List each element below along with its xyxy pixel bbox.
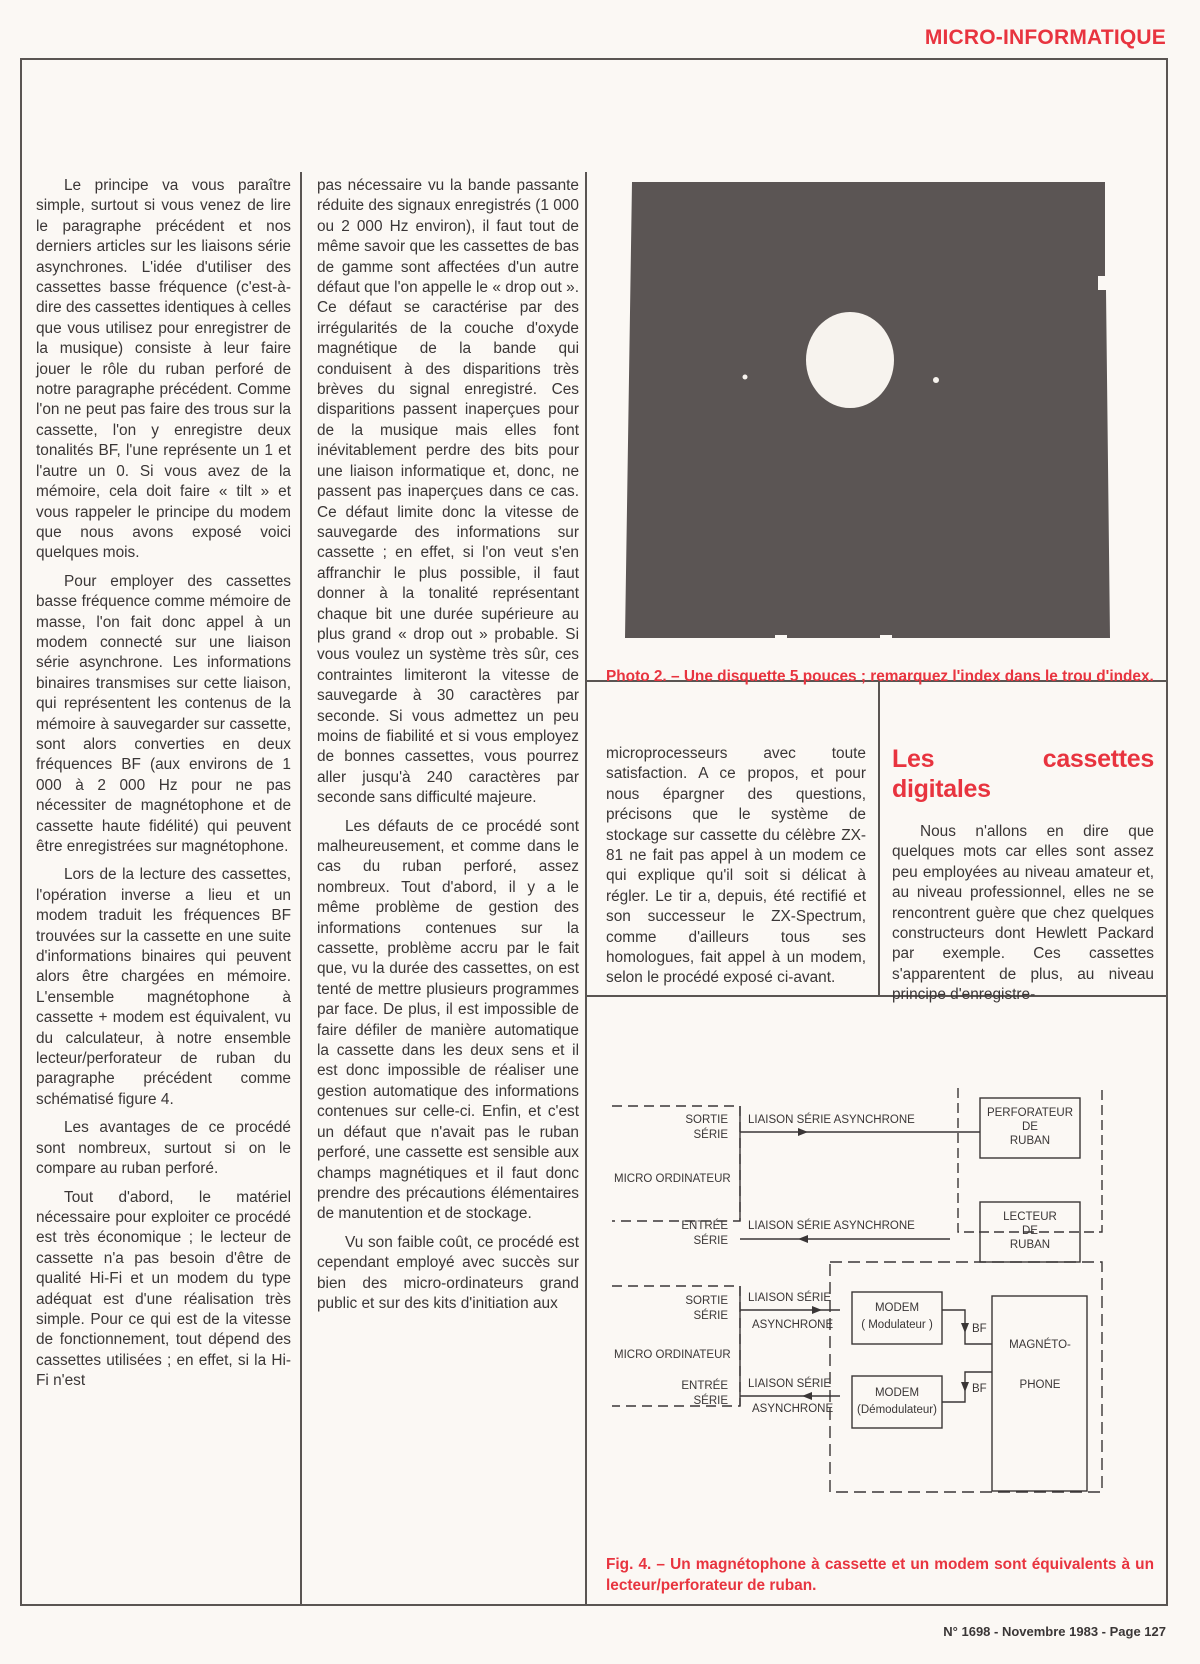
label-computer: MICRO ORDINATEUR	[614, 1173, 731, 1185]
svg-text:(Démodulateur): (Démodulateur)	[857, 1404, 937, 1416]
label-demodulator: MODEM	[874, 1387, 920, 1399]
label-in-port: ENTRÉE	[681, 1220, 728, 1232]
svg-text:LIAISON SÉRIE: LIAISON SÉRIE	[748, 1292, 832, 1304]
label-reader: LECTEUR	[1003, 1211, 1057, 1223]
page-footer: N° 1698 - Novembre 1983 - Page 127	[943, 1624, 1166, 1639]
paragraph: Vu son faible coût, ce procédé est cependant employé avec succès sur bien des micro-ordinateurs grand public et sur des kits d'initiation aux	[317, 1233, 579, 1312]
section-headline: Les cassettes digitales	[892, 745, 1154, 803]
photo-caption: Photo 2. – Une disquette 5 pouces ; remarquez l'index dans le trou d'index.	[606, 668, 1154, 685]
section-header: MICRO-INFORMATIQUE	[924, 26, 1166, 49]
paragraph: Les avantages de ce procédé sont nombreux, surtout si on le compare au ruban perforé.	[36, 1119, 291, 1178]
svg-text:BF: BF	[972, 1383, 987, 1395]
svg-text:LIAISON SÉRIE: LIAISON SÉRIE	[748, 1378, 832, 1390]
paragraph: Nous n'allons en dire que quelques mots car elles sont assez peu employées au niveau amateur et, au niveau professionnel, elles ne se rencontrent guère que chez quelques constructeurs dont Hewlett Packard par exemple. Ces cassettes s'apparentent de plus, au niveau principe d'enregistre-	[892, 823, 1154, 1004]
article-column-4	[892, 744, 1154, 1014]
svg-text:PHONE: PHONE	[1019, 1379, 1061, 1391]
label-puncher: PERFORATEUR	[986, 1107, 1074, 1119]
figure-4-diagram	[600, 1086, 1160, 1516]
label-link-in: LIAISON SÉRIE ASYNCHRONE	[748, 1220, 915, 1232]
svg-text:RUBAN: RUBAN	[1009, 1239, 1051, 1251]
paragraph: Les défauts de ce procédé sont malheureusement, et comme dans le cas du ruban perforé, assez nombreux. Tout d'abord, il y a le même problème de gestion des informations contenues sur la cassette, problème accru par le fait que, vu la durée des cassettes, on est tenté de mettre plusieurs programmes par face. De plus, il est impossible de faire défiler de manière automatique la cassette dans les deux sens et il est donc impossible de réaliser une gestion automatique des informations contenues sur celle-ci. Enfin, et c'est un défaut que n'avait pas le ruban perforé, une cassette est sensible aux champs magnétiques et il faut donc prendre des précautions élémentaires de manutention et de stockage.	[317, 817, 579, 1223]
svg-text:( Modulateur ): ( Modulateur )	[861, 1319, 933, 1331]
column-divider-1	[300, 172, 302, 1606]
svg-text:SÉRIE: SÉRIE	[693, 1129, 728, 1141]
floppy-disk-photo	[620, 180, 1120, 643]
svg-text:MICRO ORDINATEUR: MICRO ORDINATEUR	[614, 1349, 731, 1361]
svg-text:SÉRIE: SÉRIE	[693, 1395, 728, 1407]
svg-text:ASYNCHRONE: ASYNCHRONE	[752, 1319, 834, 1331]
article-column-2	[317, 176, 579, 1322]
article-column-1	[36, 176, 291, 1400]
paragraph: pas nécessaire vu la bande passante réduite des signaux enregistrés (1 000 ou 2 000 Hz environ), il faut tout de même savoir que les cassettes de bas de gamme sont affectées d'un autre défaut que l'on appelle le « drop out ». Ce défaut se caractérise par des irrégularités de la couche d'oxyde magnétique de la bande qui conduisent à des disparitions très brèves du signal enregistré. Ces disparitions passent inaperçues pour de la musique mais elles font inévitablement perdre des bits pour une liaison informatique et, donc, ne passent pas inaperçues dans ce cas. Ce défaut limite donc la vitesse de sauvegarde des informations sur cassette ; en effet, si l'on veut s'en affranchir le plus possible, il faut donner à la tonalité représentant chaque bit une durée supérieure au plus grand « drop out » probable. Si vous voulez un système très sûr, ces contraintes limiteront la vitesse de sauvegarde à 30 caractères par seconde. Si vous admettez un peu moins de fiabilité et si vous employez de bonnes cassettes, vous pourrez aller jusqu'à 240 caractères par seconde sans difficulté majeure.	[317, 177, 579, 807]
svg-text:ASYNCHRONE: ASYNCHRONE	[752, 1403, 834, 1415]
paragraph: microprocesseurs avec toute satisfaction. A ce propos, et pour nous épargner des questions, précisons que le système de stockage sur cassette du célèbre ZX-81 ne fait pas appel à un modem ce qui explique qu'il soit si délicat à régler. Le tir a, depuis, été rectifié et son successeur le ZX-Spectrum, comme d'ailleurs tous ses homologues, fait appel à un modem, selon le procédé exposé ci-avant.	[606, 745, 866, 987]
label-modulator: MODEM	[874, 1302, 920, 1314]
svg-text:BF: BF	[972, 1323, 987, 1335]
svg-text:DE: DE	[1022, 1225, 1038, 1237]
svg-text:ENTRÉE: ENTRÉE	[681, 1380, 728, 1392]
label-link-out: LIAISON SÉRIE ASYNCHRONE	[748, 1114, 915, 1126]
label-out-port: SORTIE	[685, 1114, 728, 1126]
paragraph: Pour employer des cassettes basse fréquence comme mémoire de masse, l'on fait donc appel à un modem connecté sur une liaison série asynchrone. Les informations binaires transmises sur cette liaison, qui représentent les contenus de la mémoire à sauvegarder sur cassette, sont alors converties en deux fréquences BF (aux environs de 1 000 à 2 000 Hz pour ne pas nécessiter de magnétophone et de cassette haute fidélité) qui peuvent être enregistrées sur magnétophone.	[36, 572, 291, 855]
article-column-3	[606, 744, 866, 997]
svg-text:SÉRIE: SÉRIE	[693, 1235, 728, 1247]
figure-caption: Fig. 4. – Un magnétophone à cassette et un modem sont équivalents à un lecteur/perforateur de ruban.	[606, 1556, 1154, 1594]
column-divider-2	[585, 172, 587, 1606]
svg-text:DE: DE	[1022, 1121, 1038, 1133]
svg-text:RUBAN: RUBAN	[1009, 1135, 1051, 1147]
label-recorder: MAGNÉTO-	[1009, 1339, 1071, 1351]
paragraph: Lors de la lecture des cassettes, l'opération inverse a lieu et un modem traduit les fréquences BF trouvées sur la cassette en une suite d'informations binaires qui peuvent alors être chargées en mémoire. L'ensemble magnétophone à cassette + modem est équivalent, vu du calculateur, à notre ensemble lecteur/perforateur de ruban du paragraphe précédent comme schématisé figure 4.	[36, 866, 291, 1108]
svg-text:SORTIE: SORTIE	[685, 1295, 728, 1307]
floppy-disk-icon	[620, 180, 1120, 643]
column-divider-3	[878, 680, 880, 995]
paragraph: Le principe va vous paraître simple, surtout si vous venez de lire le paragraphe précédent et nos derniers articles sur les liaisons série asynchrones. L'idée d'utiliser des cassettes basse fréquence (c'est-à-dire des cassettes identiques à celles que vous utilisez pour enregistrer de la musique) consiste à leur faire jouer le rôle du ruban perforé de notre paragraphe précédent. Comme l'on ne peut pas faire des trous sur la cassette, l'on y enregistre deux tonalités BF, l'une représente un 1 et l'autre un 0. Si vous avez de la mémoire, cela doit faire « tilt » et vous rappeler le principe du modem que nous avons exposé voici quelques mois.	[36, 177, 291, 562]
paragraph: Tout d'abord, le matériel nécessaire pour exploiter ce procédé est très économique ; le lecteur de cassette n'a pas besoin d'être de qualité Hi-Fi et un modem du type adéquat est d'une réalisation très simple. Pour ce qui est de la vitesse de fonctionnement, tout dépend des cassettes utilisées ; en effet, si la Hi-Fi n'est	[36, 1188, 291, 1390]
svg-text:SÉRIE: SÉRIE	[693, 1310, 728, 1322]
